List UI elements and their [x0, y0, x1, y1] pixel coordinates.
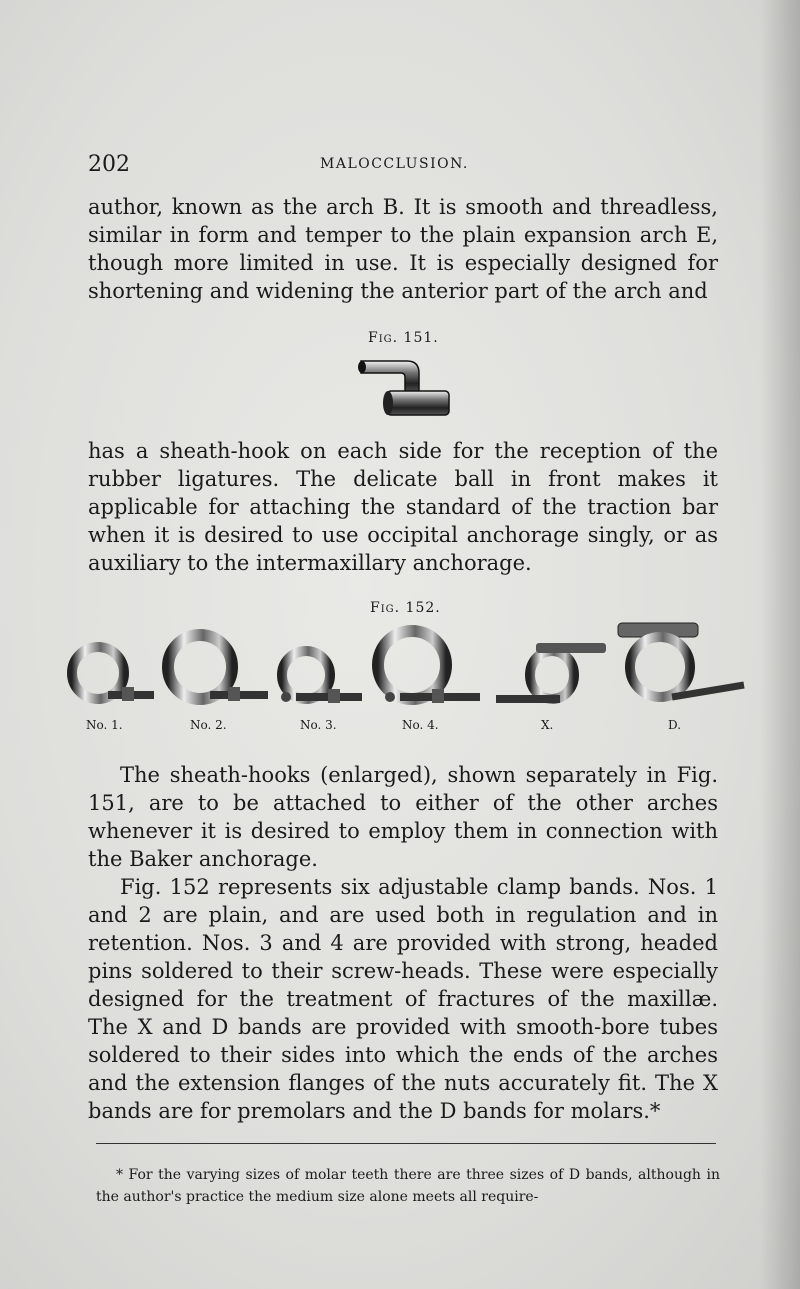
fig-152-clamp-bands-illustration [60, 615, 760, 715]
running-head: MALOCCLUSION. [320, 156, 469, 172]
band-label-no-3: No. 3. [300, 718, 337, 732]
band-d-drawing [618, 623, 744, 697]
band-label-no-4: No. 4. [402, 718, 439, 732]
fig-151-sheath-hook-illustration [355, 355, 455, 420]
paragraph-arch-b: author, known as the arch B. It is smooth and threadless, similar in form and temper to the plain expansion arch E, though more limited in use. It is especially designed for shortening and widening the anterior part of the arch and [88, 195, 718, 303]
band-label-d: D. [668, 718, 682, 732]
paragraph-sheath-hook: has a sheath-hook on each side for the reception of the rubber ligatures. The delicate ball in front makes it applicable for attaching the standard of the traction bar when it is desired to use occipital anchorage singly, or as auxiliary to the intermaxillary anchorage. [88, 439, 718, 575]
page-header [88, 152, 718, 182]
page-edge-shadow [760, 0, 800, 1289]
band-no-1-drawing [72, 647, 154, 701]
page-number: 202 [88, 152, 130, 177]
fig-151-label: Fig. 151. [368, 330, 439, 346]
band-x-drawing [496, 643, 606, 703]
fig-152-label: Fig. 152. [370, 600, 441, 616]
band-label-x: X. [541, 718, 554, 732]
band-label-no-2: No. 2. [190, 718, 227, 732]
paragraph-sheath-hooks-enlarged: The sheath-hooks (enlarged), shown separately in Fig. 151, are to be attached to either of the other arches whenever it is desired to employ them in connection with the Baker anchorage. [88, 763, 718, 871]
band-no-2-drawing [168, 635, 268, 701]
band-no-3-drawing [281, 651, 362, 703]
paragraph-clamp-bands: Fig. 152 represents six adjustable clamp bands. Nos. 1 and 2 are plain, and are used both in regulation and in retention. Nos. 3 and 4 are provided with strong, headed pins soldered to their screw-heads. These were especially designed for the treatment of fractures of the maxillæ. The X and D bands are provided with smooth-bore tubes soldered to their sides into which the ends of the arches and the extension flanges of the nuts accurately fit. The X bands are for premolars and the D bands for molars.* [88, 875, 718, 1123]
band-label-no-1: No. 1. [86, 718, 123, 732]
footnote: * For the varying sizes of molar teeth there are three sizes of D bands, although in the author's practice the medium size alone meets all require- [96, 1167, 720, 1205]
footnote-rule [96, 1143, 716, 1144]
band-no-4-drawing [378, 631, 480, 703]
